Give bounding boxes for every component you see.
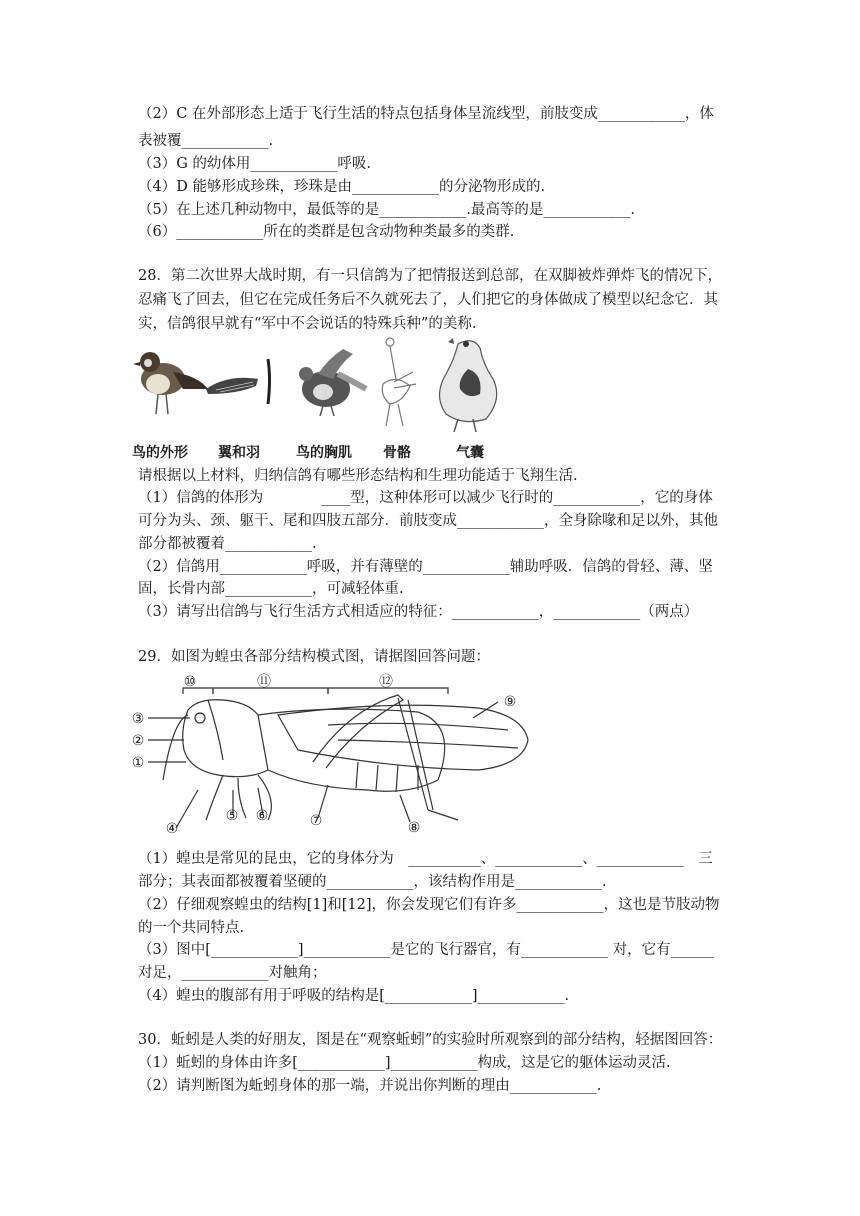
locust-diagram [128,670,538,840]
label-8: ⑧ [407,820,421,836]
q27-line-4: （4）D 能够形成珍珠，珍珠是由____________的分泌物形成的. [138,179,546,195]
caption-chest-muscle: 鸟的胸肌 [296,445,352,461]
label-11: ⑪ [257,674,271,690]
q28-line-7: 部分都被覆着____________. [138,536,317,552]
air-sac-image [440,338,497,432]
q29-line-7: 对足，____________对触角； [138,965,327,981]
label-9: ⑨ [503,694,517,710]
q29-line-6: （3）图中[____________]____________是它的飞行器官，有____________ 对，它有______ [138,942,715,958]
q29-line-1: 29．如图为蝗虫各部分结构模式图，请据图回答问题： [138,649,490,665]
q28-line-10: （3）请写出信鸽与飞行生活方式相适应的特征：____________，____________（两点） [138,604,699,620]
q27-line-3: （3）G 的幼体用____________呼吸. [138,156,372,172]
q28-line-5: （1）信鸽的体形为 ____型，这种体形可以减少飞行时的____________，它的身体 [138,490,713,506]
label-7: ⑦ [309,813,323,829]
label-10: ⑩ [183,674,197,690]
q29-line-3: 部分；其表面都被覆着坚硬的____________，该结构作用是____________. [138,874,607,890]
q27-line-6: （6）____________所在的类群是包含动物种类最多的类群. [138,224,515,240]
label-5: ⑤ [225,808,239,824]
caption-bird-outline: 鸟的外形 [132,445,188,461]
q30-line-2: （1）蚯蚓的身体由许多[____________]____________构成，这是它的躯体运动灵活. [138,1055,671,1071]
q29-line-2: （1）蝗虫是常见的昆虫，它的身体分为 __________、____________、____________ 三 [138,851,713,867]
q27-line-5: （5）在上述几种动物中，最低等的是____________.最高等的是____________. [138,202,635,218]
q30-line-3: （2）请判断图为蚯蚓身体的那一端，并说出你判断的理由____________. [138,1078,602,1094]
chest-muscle-image [299,349,366,416]
q29-line-4: （2）仔细观察蝗虫的结构[1]和[12]，你会发现它们有许多____________，这也是节肢动物 [138,897,720,913]
label-2: ② [131,733,145,749]
q27-line-2: 表被覆____________. [138,133,274,149]
caption-air-sac: 气囊 [456,445,484,461]
q29-line-5: 的一个共同特点. [138,920,245,936]
label-6: ⑥ [255,808,269,824]
label-12: ⑫ [379,674,393,690]
q28-line-6: 可分为头、颈、躯干、尾和四肢五部分．前肢变成____________，全身除喙和足以外，其他 [138,513,718,529]
label-3: ③ [131,711,145,727]
label-4: ④ [165,821,179,837]
caption-skeleton: 骨骼 [383,445,411,461]
q29-line-8: （4）蝗虫的腹部有用于呼吸的结构是[____________]____________. [138,988,570,1004]
caption-wing-feather: 翼和羽 [218,445,260,461]
q28-line-9: 固，长骨内部____________，可减轻体重. [138,581,404,597]
q28-line-4: 请根据以上材料，归纳信鸽有哪些形态结构和生理功能适于飞翔生活. [138,468,578,484]
q27-line-1: （2）C 在外部形态上适于飞行生活的特点包括身体呈流线型，前肢变成____________，体 [138,106,714,122]
q30-line-1: 30．蚯蚓是人类的好朋友，图是在“观察蚯蚓”的实验时所观察到的部分结构，轻据图回答： [138,1032,723,1048]
q28-line-8: （2）信鸽用____________呼吸，并有薄壁的____________辅助呼吸．信鸽的骨轻、薄、坚 [138,559,713,575]
q28-line-1: 28．第二次世界大战时期，有一只信鸽为了把情报送到总部，在双脚被炸弹炸飞的情况下， [138,268,722,284]
skeleton-image [382,338,416,426]
q28-line-2: 忍痛飞了回去，但它在完成任务后不久就死去了，人们把它的身体做成了模型以纪念它．其 [138,292,718,308]
bird-figure [128,334,508,434]
label-1: ① [131,755,145,771]
q28-line-3: 实，信鸽很早就有“军中不会说话的特殊兵种”的美称. [138,316,477,332]
wing-feather-image [206,359,270,404]
bird-outline-image [133,352,208,414]
